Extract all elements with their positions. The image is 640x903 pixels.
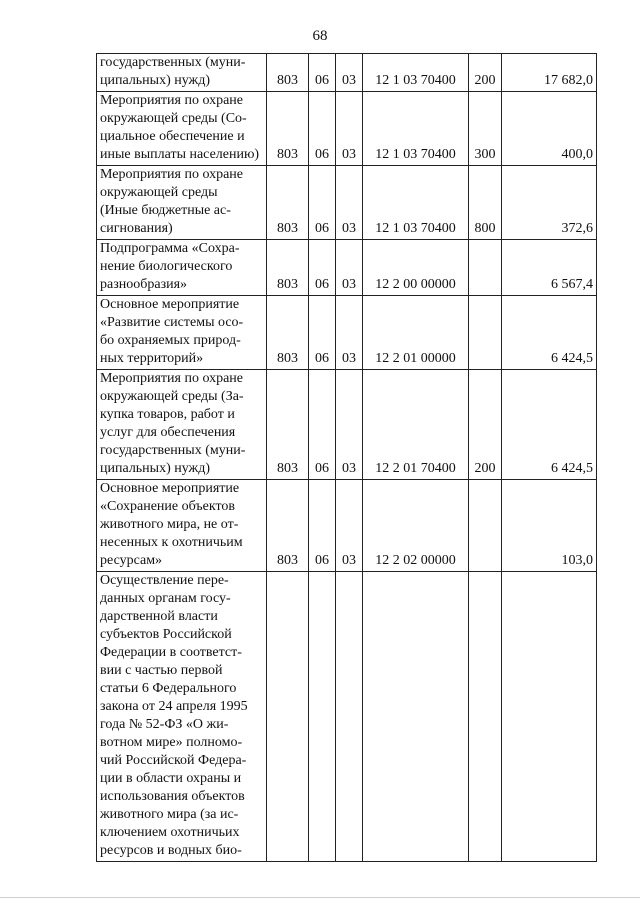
row-name-text: Подпрограмма «Сохра- нение биологического разнообразия»	[100, 241, 240, 292]
subsection-code-cell: 03	[336, 54, 363, 92]
target-article-code-cell: 12 2 01 00000	[363, 296, 469, 370]
ministry-code-cell: 803	[267, 370, 309, 480]
section-code-cell: 06	[309, 92, 336, 166]
ministry-code-cell: 803	[267, 480, 309, 572]
target-article-code-cell: 12 2 00 00000	[363, 240, 469, 296]
target-article-code-cell: 12 2 02 00000	[363, 480, 469, 572]
row-name-cell	[97, 572, 267, 862]
ministry-code-cell: 803	[267, 166, 309, 240]
row-name-cell	[97, 166, 267, 240]
row-name-text: Мероприятия по охране окружающей среды (Со- циальное обеспечение и иные выплаты населению)	[100, 93, 260, 162]
row-name-cell	[97, 480, 267, 572]
page-edge-line	[0, 897, 640, 898]
section-code-cell	[309, 572, 336, 862]
amount-cell: 17 682,0	[502, 54, 597, 92]
row-name-cell	[97, 92, 267, 166]
section-code-cell: 06	[309, 54, 336, 92]
table-row	[97, 240, 597, 296]
ministry-code-cell: 803	[267, 92, 309, 166]
row-name-text: Осуществление пере- данных органам госу- дарственной власти субъектов Российской Федерации в соответст- вии с частью первой статьи 6 Федерального закона от 24 апреля 1995 года № 52-ФЗ «О жи- вотном мире» полномо- чий Российской Федера- ции в области охраны и использования объектов животного мира (за ис- ключением охотничьих ресурсов и водных био-	[100, 573, 248, 858]
amount-cell: 6 567,4	[502, 240, 597, 296]
amount-cell: 372,6	[502, 166, 597, 240]
expense-type-code-cell: 800	[469, 166, 502, 240]
ministry-code-cell	[267, 572, 309, 862]
row-name-text: Мероприятия по охране окружающей среды (За- купка товаров, работ и услуг для обеспечения государственных (муни- ципальных) нужд)	[100, 371, 246, 476]
amount-cell: 6 424,5	[502, 296, 597, 370]
subsection-code-cell: 03	[336, 296, 363, 370]
row-name-text: Основное мероприятие «Сохранение объектов животного мира, не от- несенных к охотничьим ресурсам»	[100, 481, 243, 568]
expense-type-code-cell: 200	[469, 54, 502, 92]
ministry-code-cell: 803	[267, 296, 309, 370]
subsection-code-cell: 03	[336, 92, 363, 166]
row-name-text: государственных (муни- ципальных) нужд)	[100, 55, 246, 88]
table-row	[97, 370, 597, 480]
table-row	[97, 92, 597, 166]
section-code-cell: 06	[309, 166, 336, 240]
amount-cell: 6 424,5	[502, 370, 597, 480]
table-body	[97, 54, 597, 862]
row-name-text: Мероприятия по охране окружающей среды (Иные бюджетные ас- сигнования)	[100, 167, 244, 236]
expense-type-code-cell: 300	[469, 92, 502, 166]
target-article-code-cell: 12 1 03 70400	[363, 92, 469, 166]
ministry-code-cell: 803	[267, 54, 309, 92]
target-article-code-cell: 12 1 03 70400	[363, 54, 469, 92]
subsection-code-cell: 03	[336, 240, 363, 296]
budget-table	[96, 53, 597, 862]
section-code-cell: 06	[309, 240, 336, 296]
expense-type-code-cell	[469, 296, 502, 370]
amount-cell: 103,0	[502, 480, 597, 572]
expense-type-code-cell	[469, 572, 502, 862]
target-article-code-cell: 12 1 03 70400	[363, 166, 469, 240]
row-name-cell	[97, 240, 267, 296]
subsection-code-cell: 03	[336, 480, 363, 572]
table-row	[97, 480, 597, 572]
amount-cell	[502, 572, 597, 862]
table-row	[97, 166, 597, 240]
table-row	[97, 296, 597, 370]
expense-type-code-cell: 200	[469, 370, 502, 480]
page-number: 68	[312, 28, 328, 44]
section-code-cell: 06	[309, 370, 336, 480]
row-name-cell	[97, 370, 267, 480]
row-name-cell	[97, 54, 267, 92]
target-article-code-cell	[363, 572, 469, 862]
subsection-code-cell: 03	[336, 370, 363, 480]
expense-type-code-cell	[469, 240, 502, 296]
section-code-cell: 06	[309, 296, 336, 370]
row-name-text: Основное мероприятие «Развитие системы осо- бо охраняемых природ- ных территорий»	[100, 297, 244, 366]
subsection-code-cell: 03	[336, 166, 363, 240]
amount-cell: 400,0	[502, 92, 597, 166]
expense-type-code-cell	[469, 480, 502, 572]
row-name-cell	[97, 296, 267, 370]
subsection-code-cell	[336, 572, 363, 862]
ministry-code-cell: 803	[267, 240, 309, 296]
target-article-code-cell: 12 2 01 70400	[363, 370, 469, 480]
table-row	[97, 54, 597, 92]
table-row	[97, 572, 597, 862]
section-code-cell: 06	[309, 480, 336, 572]
